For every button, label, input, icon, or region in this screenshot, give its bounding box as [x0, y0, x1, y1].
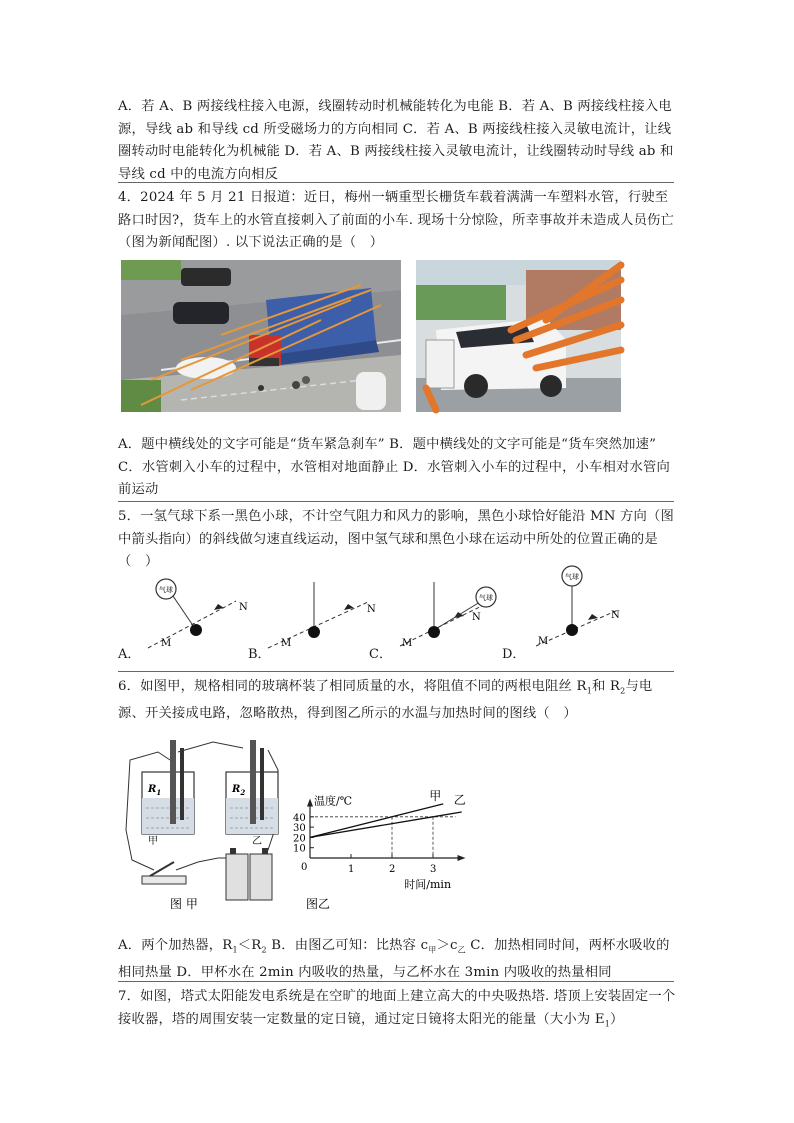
x-axis-label: 时间/min: [404, 878, 452, 891]
y-axis-arrow: [307, 799, 313, 807]
x-tick-label: 2: [389, 864, 396, 875]
label-m: M: [538, 636, 549, 647]
news-photo-car: [416, 260, 621, 412]
q5-option-a-diagram: [148, 579, 248, 649]
q5-choice-d: D．: [502, 647, 526, 662]
label-n: N: [239, 602, 248, 613]
x-tick-label: 1: [348, 864, 355, 875]
fig-jia-caption: 图 甲: [170, 897, 198, 911]
divider: [118, 981, 674, 982]
label-n: N: [367, 604, 376, 615]
q5-stem: 5．一氢气球下系一黑色小球，不计空气阻力和风力的影响，黑色小球恰好能沿 MN 方向（图中箭头指向）的斜线做匀速直线运动，图中氢气球和黑色小球在运动中所处的位置正确的是（ ）: [118, 509, 675, 569]
y-tick-label: 30: [293, 823, 306, 835]
beaker-label-yi: 乙: [252, 836, 262, 847]
divider: [118, 501, 674, 502]
label-n: N: [611, 610, 620, 621]
label-m: M: [281, 638, 292, 649]
svg-text:R2: $R_2$: [232, 784, 246, 797]
q7-stem: 7．如图，塔式太阳能发电系统是在空旷的地面上建立高大的中央吸热塔. 塔顶上安装固定一个接收器，塔的周围安装一定数量的定日镜，通过定日镜将太阳光的能量（大小为 $E_1$）: [118, 989, 676, 1029]
q5-option-d-diagram: [536, 566, 620, 647]
circuit-figure-jia: [118, 730, 298, 915]
beaker-label-jia: 甲: [148, 836, 158, 847]
label-m: M: [402, 638, 413, 649]
q6-options: A．两个加热器，$R_1<R_2$ B．由图乙可知：比热容 $c_甲>c_乙$ C．加热相同时间，两杯水吸收的相同热量 D．甲杯水在 2min 内吸收的热量，与乙杯水在 3min 内吸收的热量相同: [118, 938, 670, 981]
fig-yi-caption: 图乙: [306, 897, 331, 911]
balloon-label: 气球: [159, 586, 173, 594]
balloon-label: 气球: [565, 573, 579, 581]
origin-label: 0: [301, 862, 308, 873]
balloon-label: 气球: [479, 594, 493, 602]
q5-choice-a: A．: [118, 647, 141, 662]
x-tick-label: 3: [430, 864, 437, 875]
temperature-chart: [293, 730, 466, 915]
q5-option-c-diagram: [400, 582, 496, 649]
label-m: M: [161, 638, 172, 649]
y-tick-label: 10: [293, 843, 306, 855]
y-tick-label: 20: [293, 833, 306, 845]
q3-options: A．若 A、B 两接线柱接入电源，线圈转动时机械能转化为电能 B．若 A、B 两接线柱接入电源，导线 ab 和导线 cd 所受磁场力的方向相同 C．若 A、B 两接线柱接入灵敏电流计，让线圈转动时电能转化为机械能 D．若 A、B 两接线柱接入灵敏电流计，让线圈转动时导线 ab 和导线 cd 中的电流方向相反: [118, 99, 674, 182]
series-label-yi: 乙: [453, 792, 466, 807]
q4-options: A．题中横线处的文字可能是“货车紧急刹车” B．题中横线处的文字可能是“货车突然加速” C．水管刺入小车的过程中，水管相对地面静止 D．水管刺入小车的过程中，小车相对水管向前运动: [118, 437, 671, 497]
x-axis-arrow: [458, 855, 466, 861]
divider: [118, 671, 674, 672]
series-line-jia: [310, 804, 443, 837]
y-axis-label: 温度/℃: [314, 794, 353, 808]
series-label-jia: 甲: [429, 788, 442, 803]
svg-text:R1: $R_1$: [148, 784, 162, 797]
q6-stem: 6．如图甲，规格相同的玻璃杯装了相同质量的水，将阻值不同的两根电阻丝 $R_1$和 $R_2$与电源、开关接成电路，忽略散热，得到图乙所示的水温与加热时间的图线（ ）: [118, 679, 653, 722]
news-photo-aerial: [121, 260, 401, 412]
q4-stem: 4．2024 年 5 月 21 日报道：近日，梅州一辆重型长栅货车载着满满一车塑料水管，行驶至路口时因?，货车上的水管直接刺入了前面的小车. 现场十分惊险，所幸事故并未造成人员伤亡（图为新闻配图）. 以下说法正确的是（ ）: [118, 190, 675, 250]
series-line-yi: [310, 812, 462, 837]
y-tick-label: 40: [293, 812, 306, 824]
divider: [118, 182, 674, 183]
q5-choice-c: C．: [369, 647, 392, 662]
label-n: N: [472, 612, 481, 623]
q5-option-b-diagram: [268, 582, 376, 649]
q5-choice-b: B．: [248, 647, 271, 662]
